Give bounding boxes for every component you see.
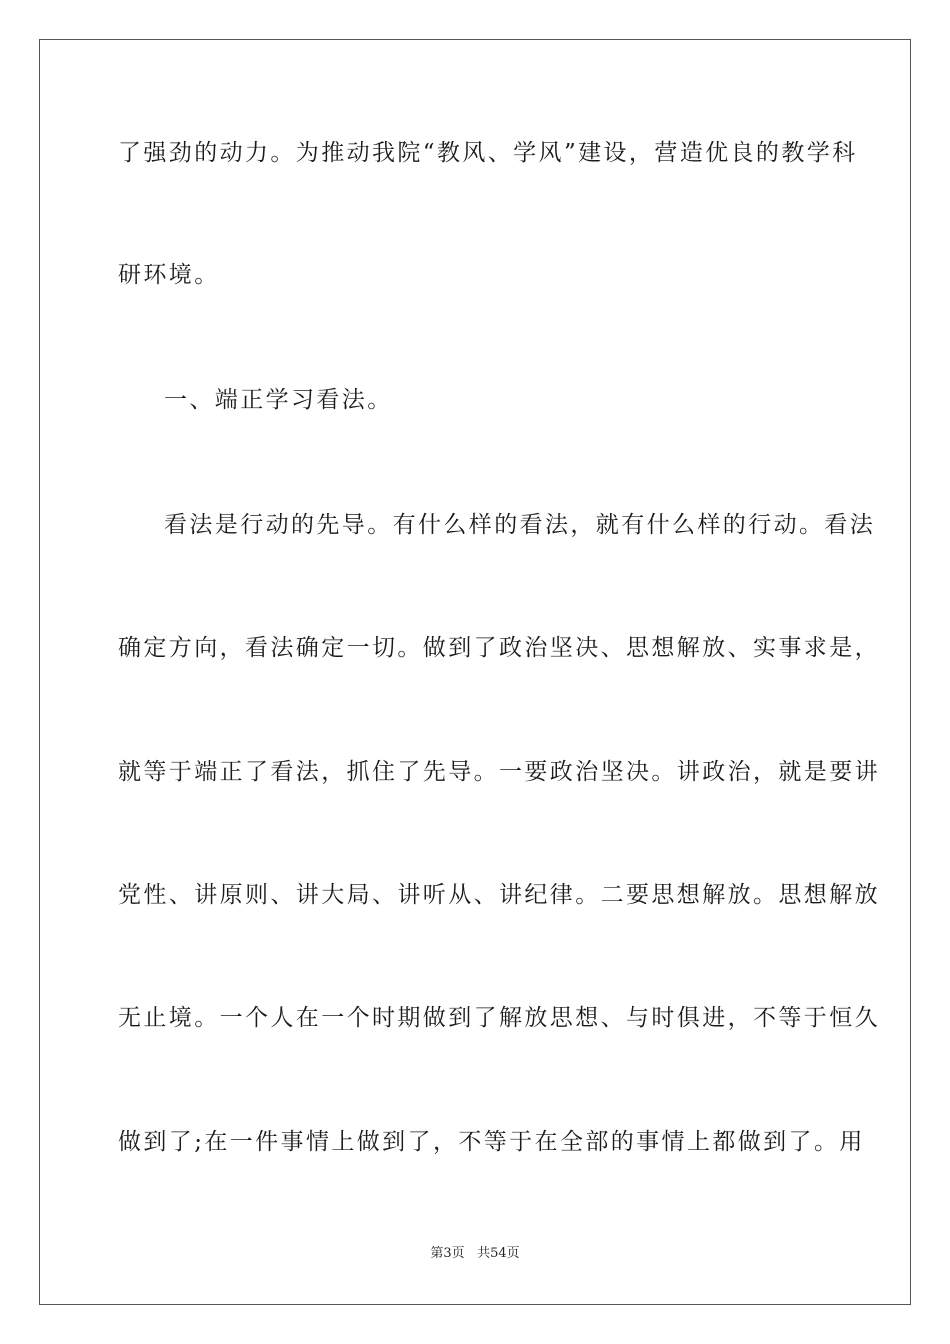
page-number: 第3页: [430, 1246, 465, 1261]
page-total: 共54页: [477, 1246, 520, 1261]
body-text-line: 党性、讲原则、讲大局、讲听从、讲纪律。二要思想解放。思想解放: [118, 882, 880, 908]
section-heading: 一、端正学习看法。: [164, 387, 393, 413]
body-text-line: 做到了;在一件事情上做到了，不等于在全部的事情上都做到了。用: [118, 1129, 865, 1155]
body-text-line: 就等于端正了看法，抓住了先导。一要政治坚决。讲政治，就是要讲: [118, 759, 880, 785]
body-text-line: 确定方向，看法确定一切。做到了政治坚决、思想解放、实事求是，: [118, 635, 880, 661]
body-text-line: 看法是行动的先导。有什么样的看法，就有什么样的行动。看法: [164, 512, 876, 538]
body-text-line: 了强劲的动力。为推动我院“教风、学风”建设，营造优良的教学科: [118, 140, 858, 166]
page-border: [39, 39, 911, 1305]
page-footer: [0, 1245, 950, 1263]
body-text-line: 研环境。: [118, 262, 220, 288]
body-text-line: 无止境。一个人在一个时期做到了解放思想、与时俱进，不等于恒久: [118, 1005, 880, 1031]
